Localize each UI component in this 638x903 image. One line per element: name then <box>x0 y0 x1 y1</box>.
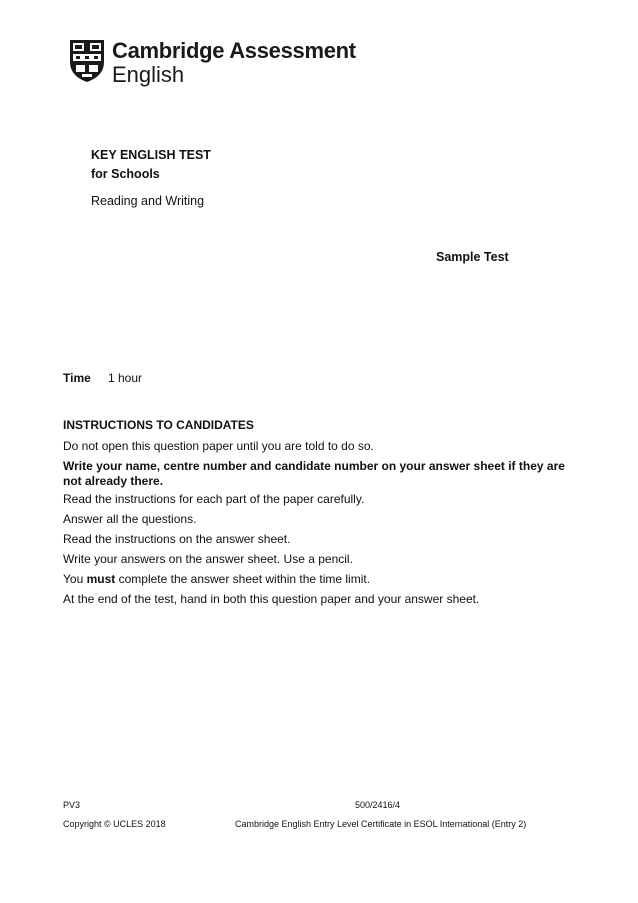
logo-subtitle: English <box>112 62 185 87</box>
instruction-2: Write your name, centre number and candidate number on your answer sheet if they are not already there. <box>63 459 565 488</box>
instruction-7 <box>63 572 573 587</box>
instruction-3: Read the instructions for each part of the paper carefully. <box>63 492 365 506</box>
sample-test-label: Sample Test <box>436 250 509 264</box>
certificate-name: Cambridge English Entry Level Certificate in ESOL International (Entry 2) <box>235 819 527 829</box>
instruction-7-emphasis: must <box>86 572 116 586</box>
exam-subtitle: for Schools <box>91 167 160 181</box>
paper-name: Reading and Writing <box>91 194 205 208</box>
paper-code: PV3 <box>63 800 81 810</box>
university-crest-icon <box>68 38 106 84</box>
time-value: 1 hour <box>108 371 143 385</box>
instruction-7-start: You <box>63 572 84 586</box>
instruction-6: Write your answers on the answer sheet. Use a pencil. <box>63 552 353 566</box>
instructions-heading: INSTRUCTIONS TO CANDIDATES <box>63 418 254 432</box>
exam-title: KEY ENGLISH TEST <box>91 148 211 162</box>
instruction-5: Read the instructions on the answer sheet. <box>63 532 291 546</box>
copyright: Copyright © UCLES 2018 <box>63 819 166 829</box>
cambridge-logo <box>68 38 356 87</box>
instruction-8: At the end of the test, hand in both this question paper and your answer sheet. <box>63 592 480 606</box>
instruction-7-end: complete the answer sheet within the time limit. <box>118 572 371 586</box>
instruction-1: Do not open this question paper until you are told to do so. <box>63 439 374 453</box>
instruction-4: Answer all the questions. <box>63 512 197 526</box>
qualification-ref: 500/2416/4 <box>355 800 401 810</box>
logo-title: Cambridge Assessment <box>112 38 356 63</box>
time-label: Time <box>63 371 91 385</box>
